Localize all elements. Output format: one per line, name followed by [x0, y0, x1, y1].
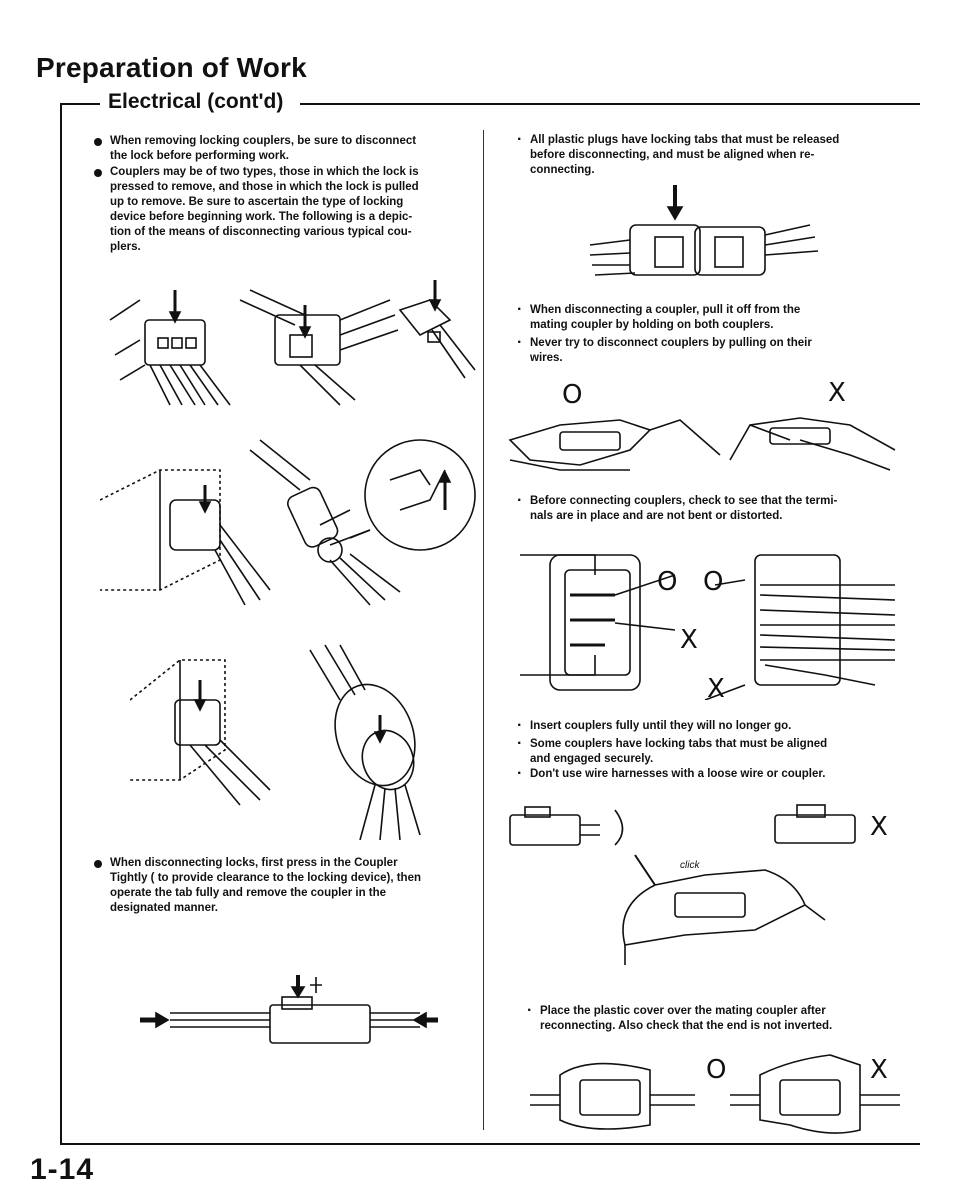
right-para-6-line: and engaged securely.: [530, 753, 654, 765]
left-para-2-line: device before beginning work. The following is a depic-: [110, 211, 413, 223]
correct-mark: O: [562, 380, 583, 410]
section-subtitle: Electrical (cont'd): [108, 90, 284, 113]
right-para-2-line: · When disconnecting a coupler, pull it off from the: [530, 304, 801, 316]
figure-press-type-couplers: [100, 280, 480, 410]
incorrect-mark-cover: X: [870, 1055, 888, 1085]
header-rule-left: [60, 103, 100, 105]
figure-hold-couplers: [500, 410, 900, 480]
right-para-4-line: nals are in place and are not bent or distorted.: [530, 510, 783, 522]
figure-round-connector: [130, 640, 470, 840]
right-para-8-line: · Place the plastic cover over the mating coupler after: [540, 1005, 826, 1017]
right-para-4-line: · Before connecting couplers, check to see that the termi-: [530, 495, 838, 507]
incorrect-mark-bent-terminal: X: [680, 625, 698, 655]
left-para-3-line: Tightly ( to provide clearance to the locking device), then: [110, 872, 421, 884]
incorrect-mark-loose-terminal: X: [707, 674, 725, 704]
click-label: click: [680, 860, 700, 871]
right-para-6: [530, 737, 900, 767]
left-para-2-line: Couplers may be of two types, those in which the lock is: [110, 166, 419, 178]
header-rule-right: [300, 103, 920, 105]
right-para-3: [530, 336, 900, 366]
right-para-7-line: · Don't use wire harnesses with a loose wire or coupler.: [530, 768, 826, 780]
right-para-5: [530, 719, 900, 734]
incorrect-mark-not-inserted: X: [870, 812, 888, 842]
frame-left-rule: [60, 103, 62, 1145]
right-para-1: [530, 133, 900, 178]
figure-press-tight-arrows: [120, 975, 460, 1055]
right-para-4: [530, 494, 900, 524]
right-para-3-line: wires.: [530, 352, 563, 364]
right-para-8-line: reconnecting. Also check that the end is not inverted.: [540, 1020, 833, 1032]
right-para-1-line: connecting.: [530, 164, 595, 176]
left-para-3: [110, 856, 470, 916]
right-para-2-line: mating coupler by holding on both couplers.: [530, 319, 774, 331]
right-para-2: [530, 303, 900, 333]
right-para-1-line: before disconnecting, and must be aligned when re-: [530, 149, 815, 161]
left-para-2-line: plers.: [110, 241, 141, 253]
frame-bottom-rule: [60, 1143, 920, 1145]
left-para-3-line: designated manner.: [110, 902, 219, 914]
correct-mark-terminal-right: O: [703, 567, 724, 597]
right-para-1-line: · All plastic plugs have locking tabs that must be released: [530, 134, 840, 146]
left-para-2: [110, 165, 470, 255]
figure-insert-fully: [505, 795, 905, 975]
correct-mark-cover: O: [706, 1055, 727, 1085]
right-para-8: [540, 1004, 900, 1034]
right-para-5-line: · Insert couplers fully until they will no longer go.: [530, 720, 792, 732]
left-para-3-line: When disconnecting locks, first press in the Coupler: [110, 857, 398, 869]
right-para-3-line: · Never try to disconnect couplers by pulling on their: [530, 337, 812, 349]
left-para-2-line: pressed to remove, and those in which the lock is pulled: [110, 181, 419, 193]
correct-mark-terminal-left: O: [657, 567, 678, 597]
left-para-3-line: operate the tab fully and remove the coupler in the: [110, 887, 387, 899]
figure-terminals-check: [505, 535, 905, 700]
incorrect-mark: X: [828, 378, 846, 408]
page-title: Preparation of Work: [36, 52, 307, 83]
page-number: 1-14: [30, 1153, 95, 1186]
figure-locking-tab: [580, 185, 830, 290]
column-divider: [483, 130, 484, 1130]
left-para-1-line: the lock before performing work.: [110, 150, 289, 162]
right-para-6-line: · Some couplers have locking tabs that must be aligned: [530, 738, 828, 750]
left-para-2-line: tion of the means of disconnecting various typical cou-: [110, 226, 412, 238]
left-para-2-line: up to remove. Be sure to ascertain the type of locking: [110, 196, 404, 208]
right-para-7: [530, 767, 900, 782]
left-para-1: [110, 134, 470, 164]
figure-block-connector-detail: [100, 430, 480, 610]
left-para-1-line: When removing locking couplers, be sure to disconnect: [110, 135, 417, 147]
